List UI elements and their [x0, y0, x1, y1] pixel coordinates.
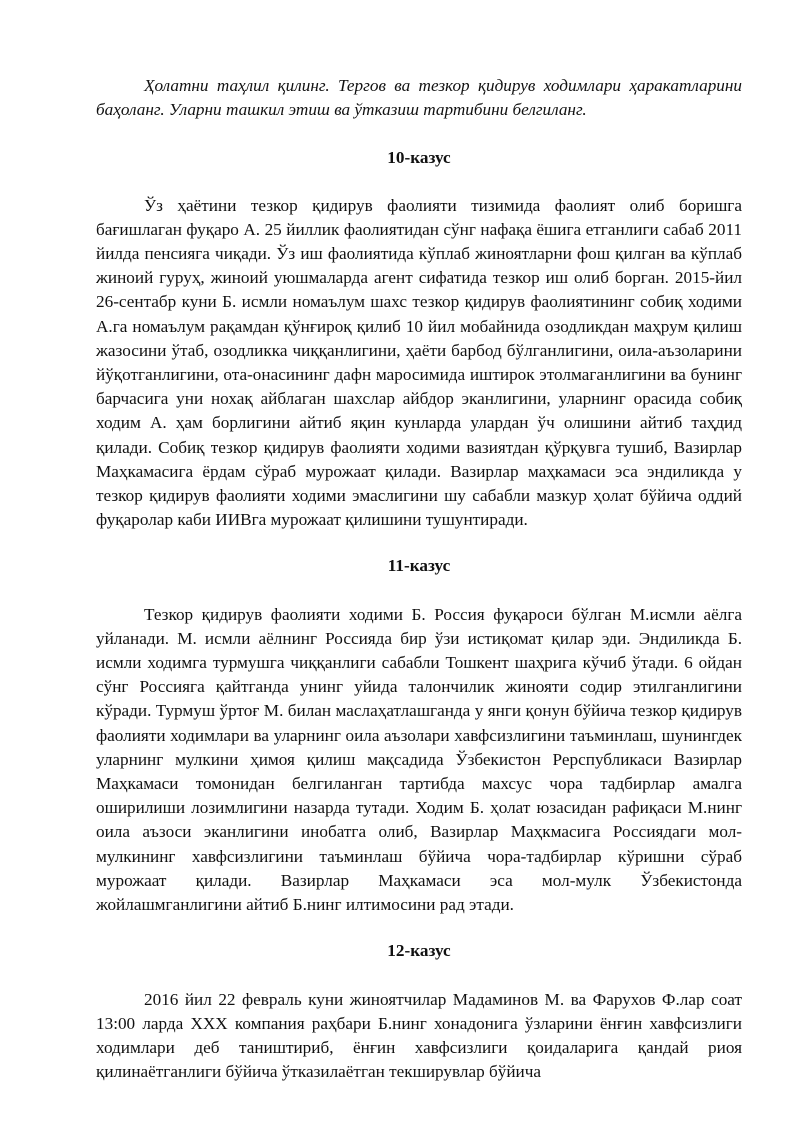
document-page	[96, 74, 742, 1084]
case-11-text: Тезкор қидирув фаолияти ходими Б. Россия фуқароси бўлган М.исмли аёлга уйланади. М. исмли аёлнинг Россияда бир ўзи истиқомат қилар эди. Эндиликда Б. исмли ходимга турмушга чиққанлиги сабабли Тошкент шаҳрига кўчиб ўтади. 6 ойдан сўнг Россияга қайтганда унинг уйида талончилик жинояти содир этилганлигини кўради. Турмуш ўртоғ М. билан маслаҳатлашганда у янги қонун бўйича тезкор қидирув фаолияти ходимлари ва уларнинг оила аъзолари хавфсизлигини таъминлаш, шунингдек уларнинг мулкини ҳимоя қилиш мақсадида Ўзбекистон Рерспубликаси Вазирлар Маҳкамаси томонидан белгиланган тартибда махсус чора тадбирлар амалга оширилиши лозимлигини назарда тутади. Ходим Б. ҳолат юзасидан рафиқаси М.нинг оила аъзоси эканлигини инобатга олиб, Вазирлар Маҳкмасига Россиядаги мол-мулкининг хавфсизлигини таъминлаш бўйича чора-тадбирлар кўришни сўраб мурожаат қилади. Вазирлар Маҳкамаси эса мол-мулк Ўзбекистонда жойлашмганлигини айтиб Б.нинг илтимосини рад этади.	[96, 604, 742, 915]
case-10-heading: 10-казус	[387, 148, 451, 168]
case-11-heading: 11-казус	[387, 556, 451, 576]
intro-paragraph: Ҳолатни таҳлил қилинг. Тергов ва тезкор қидирув ходимлари ҳаракатларини баҳоланг. Уларни ташкил этиш ва ўтказиш тартибини белгиланг.	[96, 76, 742, 120]
case-12-text: 2016 йил 22 февраль куни жиноятчилар Мадаминов М. ва Фарухов Ф.лар соат 13:00 ларда ХХХ компания раҳбари Б.нинг хонадонига ўзларини ёнғин хавфсизлиги ходимлари деб таништириб, ёнғин хавфсизлиги қоидаларига қандай риоя қилинаётганлиги бўйича ўтказилаётган текширувлар бўйича	[96, 989, 742, 1082]
case-10-text: Ўз ҳаётини тезкор қидирув фаолияти тизимида фаолият олиб боришга бағишлаган фуқаро А. 25 йиллик фаолиятидан сўнг нафақа ёшига етганлиги сабаб 2011 йилда пенсияга чиқади. Ўз иш фаолиятида кўплаб жиноятларни фош қилган ва кўплаб жиноий гуруҳ, жиноий уюшмаларда агент сифатида тезкор иш олиб борган. 2015-йил 26-сентабр куни Б. исмли номаълум шахс тезкор қидирув фаолиятининг собиқ ходими А.га номаълум рақамдан қўнғироқ қилиб 10 йил мобайнида озодликдан маҳрум қилиш жазосини ўтаб, озодликка чиққанлигини, ҳаёти барбод бўлганлигини, оила-аъзоларини йўқотганлигини, ота-онасининг дафн маросимида иштирок этолмаганлигини ва бунинг барчасига уни нохақ айблаган шахслар айбдор эканлигини, уларнинг орасида собиқ ходим А. ҳам борлигини айтиб яқин кунларда улардан ўч олишини айтиб таҳдид қилади. Собиқ тезкор қидирув фаолияти ходими вазиятдан қўрқувга тушиб, Вазирлар Маҳкамасига ёрдам сўраб мурожаат қилади. Вазирлар маҳкамаси эса эндиликда у тезкор қидирув фаолияти ходими эмаслигини шу сабабли мазкур ҳолат бўйича оддий фуқаролар каби ИИВга мурожаат қилишини тушунтиради.	[96, 195, 742, 530]
case-12-heading: 12-казус	[387, 941, 451, 961]
